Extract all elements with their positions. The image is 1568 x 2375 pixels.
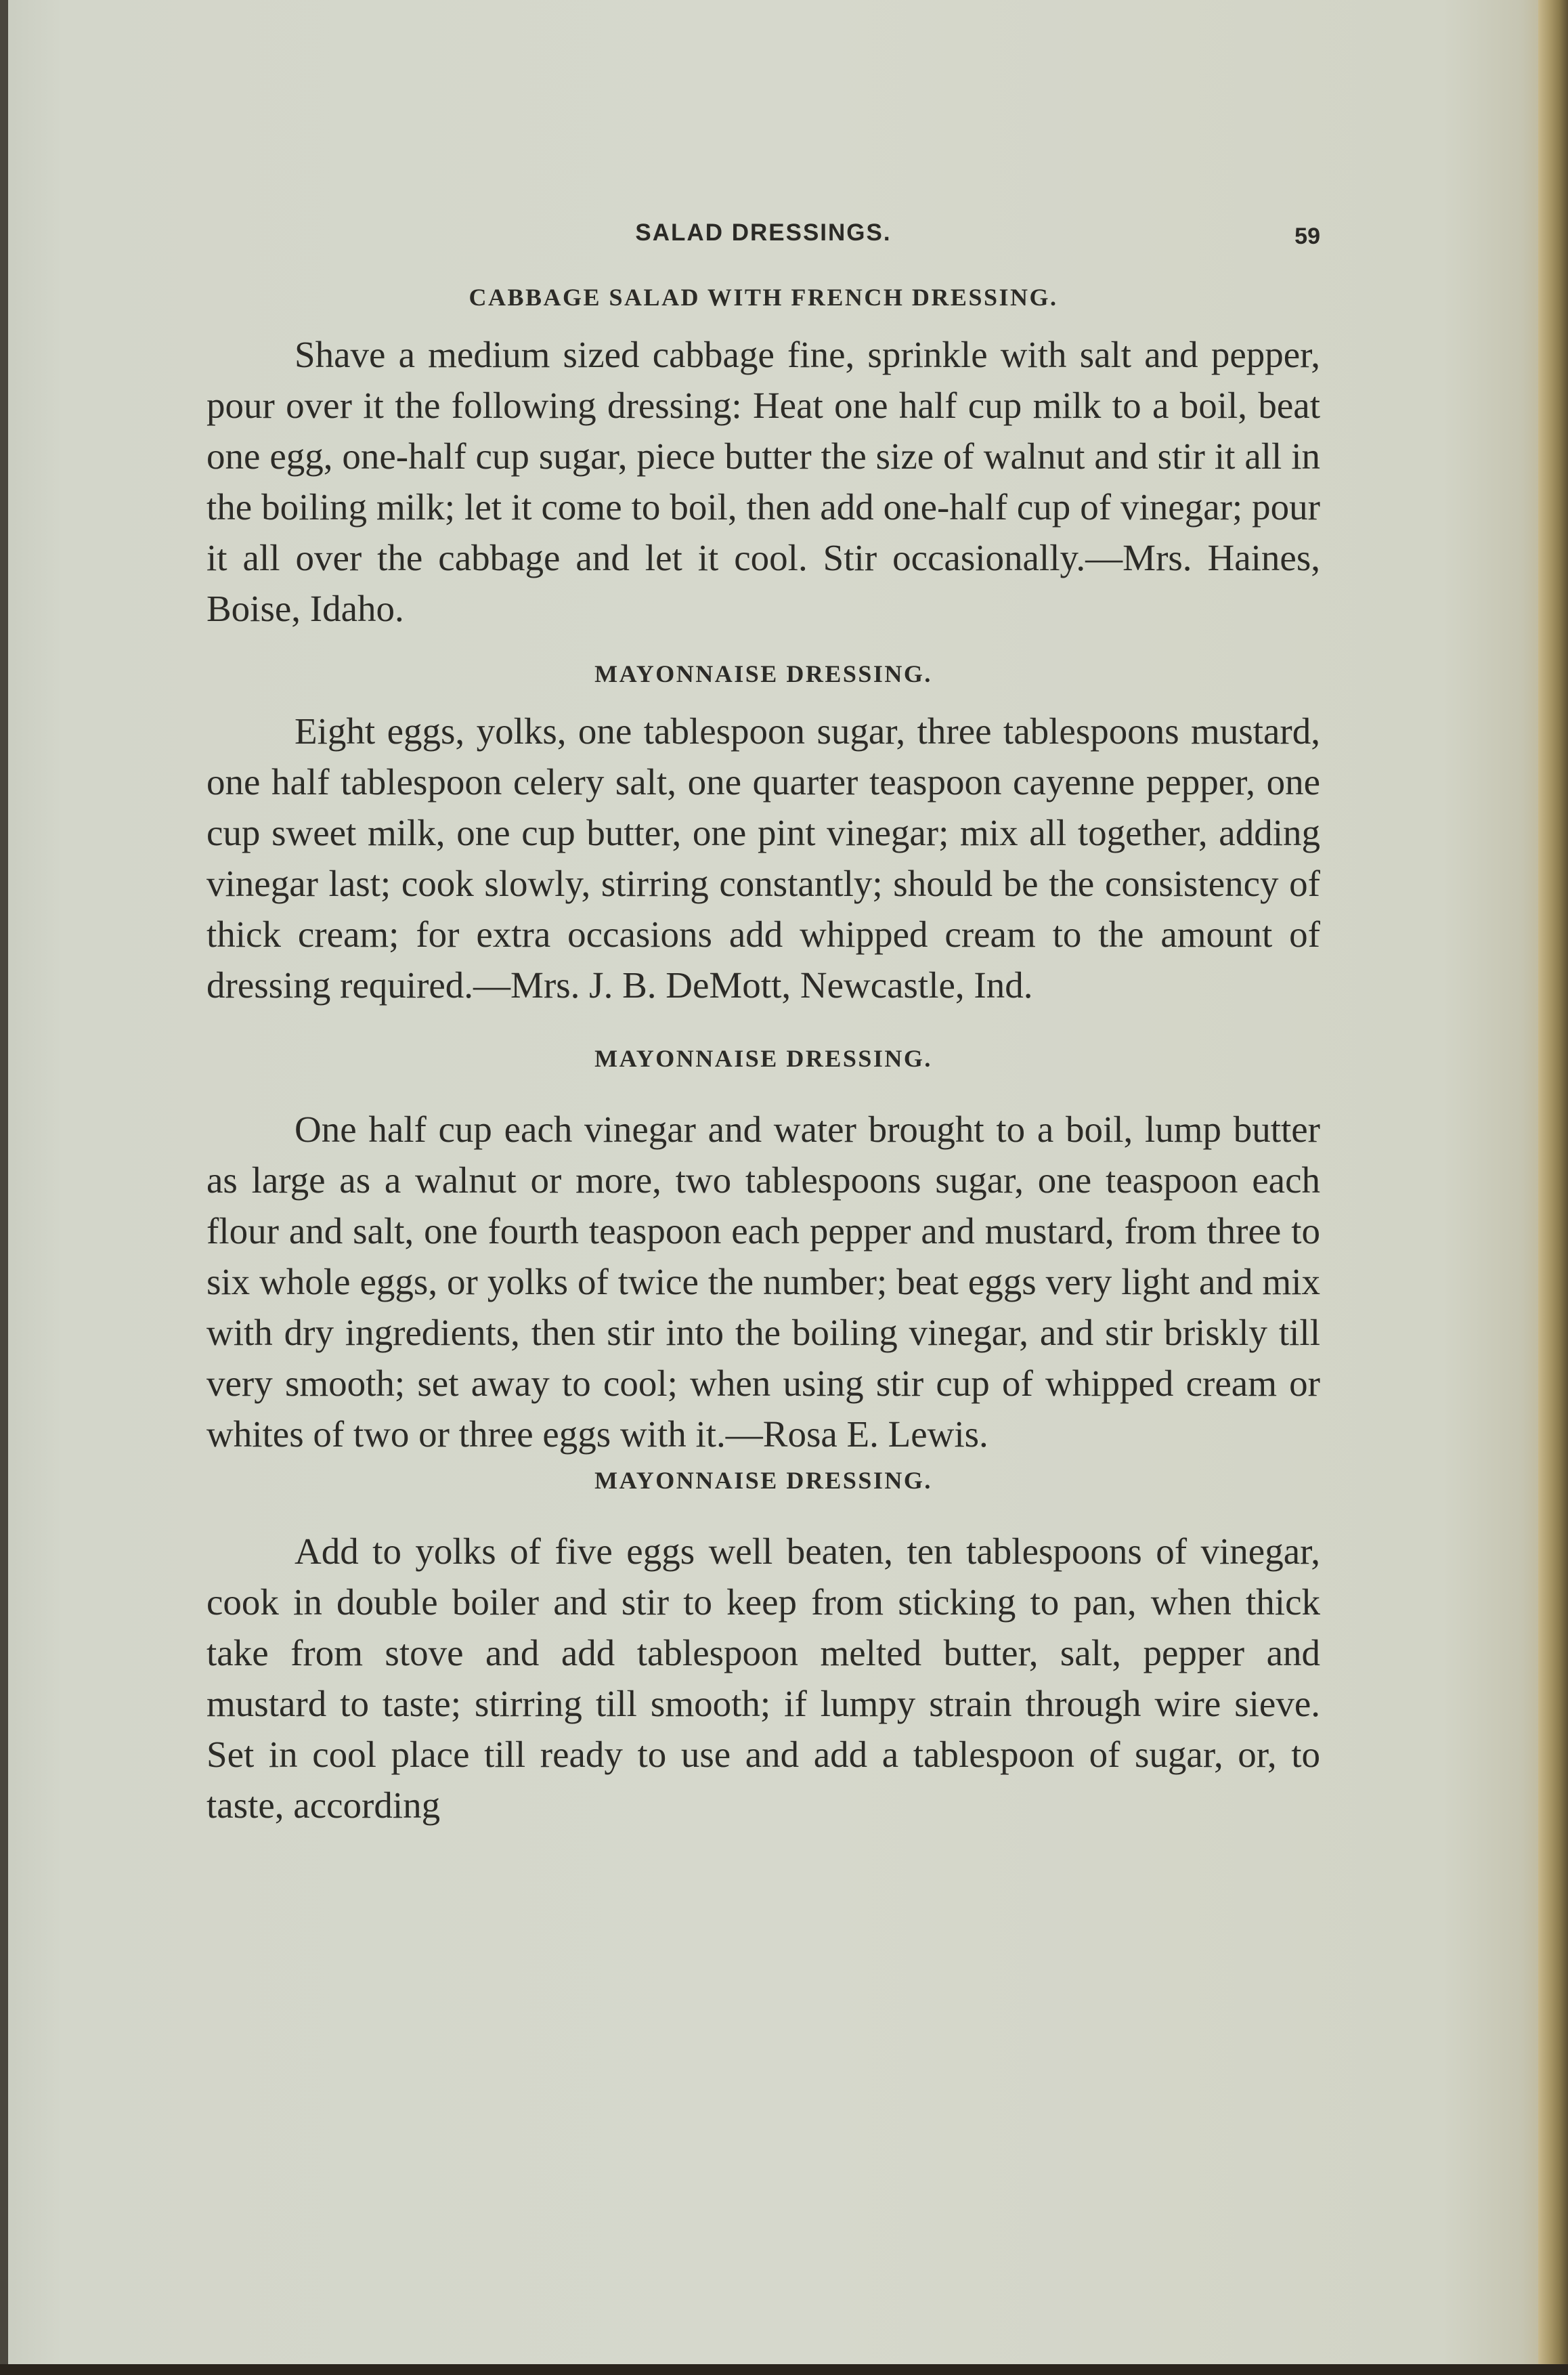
- page-left-edge: [0, 0, 8, 2375]
- recipe-body: One half cup each vinegar and water brought to a boil, lump butter as large as a walnut or more, two tablespoons sugar, one teaspoon each flour and salt, one fourth teaspoon each pepper and mustard, from three to six whole eggs, or yolks of twice the number; beat eggs very light and mix with dry ingredients, then stir into the boiling vinegar, and stir briskly till very smooth; set away to cool; when using stir cup of whipped cream or whites of two or three eggs with it.—Rosa E. Lewis.: [206, 1109, 1320, 1455]
- recipe-body: Eight eggs, yolks, one tablespoon sugar, three tablespoons mustard, one half tablespoon celery salt, one quarter teaspoon cayenne pepper, one cup sweet milk, one cup butter, one pint vinegar; mix all together, adding vinegar last; cook slowly, stirring constantly; should be the consistency of thick cream; for extra occasions add whipped cream to the amount of dressing required.—Mrs. J. B. DeMott, Newcastle, Ind.: [206, 710, 1320, 1006]
- running-head: [206, 210, 1320, 264]
- recipe-title: MAYONNAISE DRESSING.: [594, 1467, 932, 1494]
- page-fore-edge: [1538, 0, 1568, 2375]
- recipe-body: Shave a medium sized cabbage fine, sprinkle with salt and pepper, pour over it the following dressing: Heat one half cup milk to a boil, beat one egg, one-half cup sugar, piece butter the size of walnut and stir it all in the boiling milk; let it come to boil, then add one-half cup of vinegar; pour it all over the cabbage and let it cool. Stir occasionally.—Mrs. Haines, Boise, Idaho.: [206, 334, 1320, 629]
- recipe-title: MAYONNAISE DRESSING.: [594, 1045, 932, 1072]
- recipe-title: MAYONNAISE DRESSING.: [594, 660, 932, 687]
- recipe-mayonnaise-3: [206, 1466, 1320, 1831]
- running-head-title: SALAD DRESSINGS.: [635, 219, 892, 246]
- text-block: [206, 210, 1320, 1831]
- recipe-mayonnaise-2: [206, 1044, 1320, 1459]
- recipe-body: Add to yolks of five eggs well beaten, ten tablespoons of vinegar, cook in double boiler and stir to keep from sticking to pan, when thick take from stove and add tablespoon melted butter, salt, pepper and mustard to taste; stirring till smooth; if lumpy strain through wire sieve. Set in cool place till ready to use and add a tablespoon of sugar, or, to taste, according: [206, 1531, 1320, 1826]
- recipe-cabbage-salad: [206, 283, 1320, 634]
- recipe-mayonnaise-1: [206, 660, 1320, 1010]
- page-bottom-edge: [0, 2364, 1568, 2375]
- recipe-title: CABBAGE SALAD WITH FRENCH DRESSING.: [469, 284, 1058, 311]
- page-number: 59: [1294, 223, 1320, 249]
